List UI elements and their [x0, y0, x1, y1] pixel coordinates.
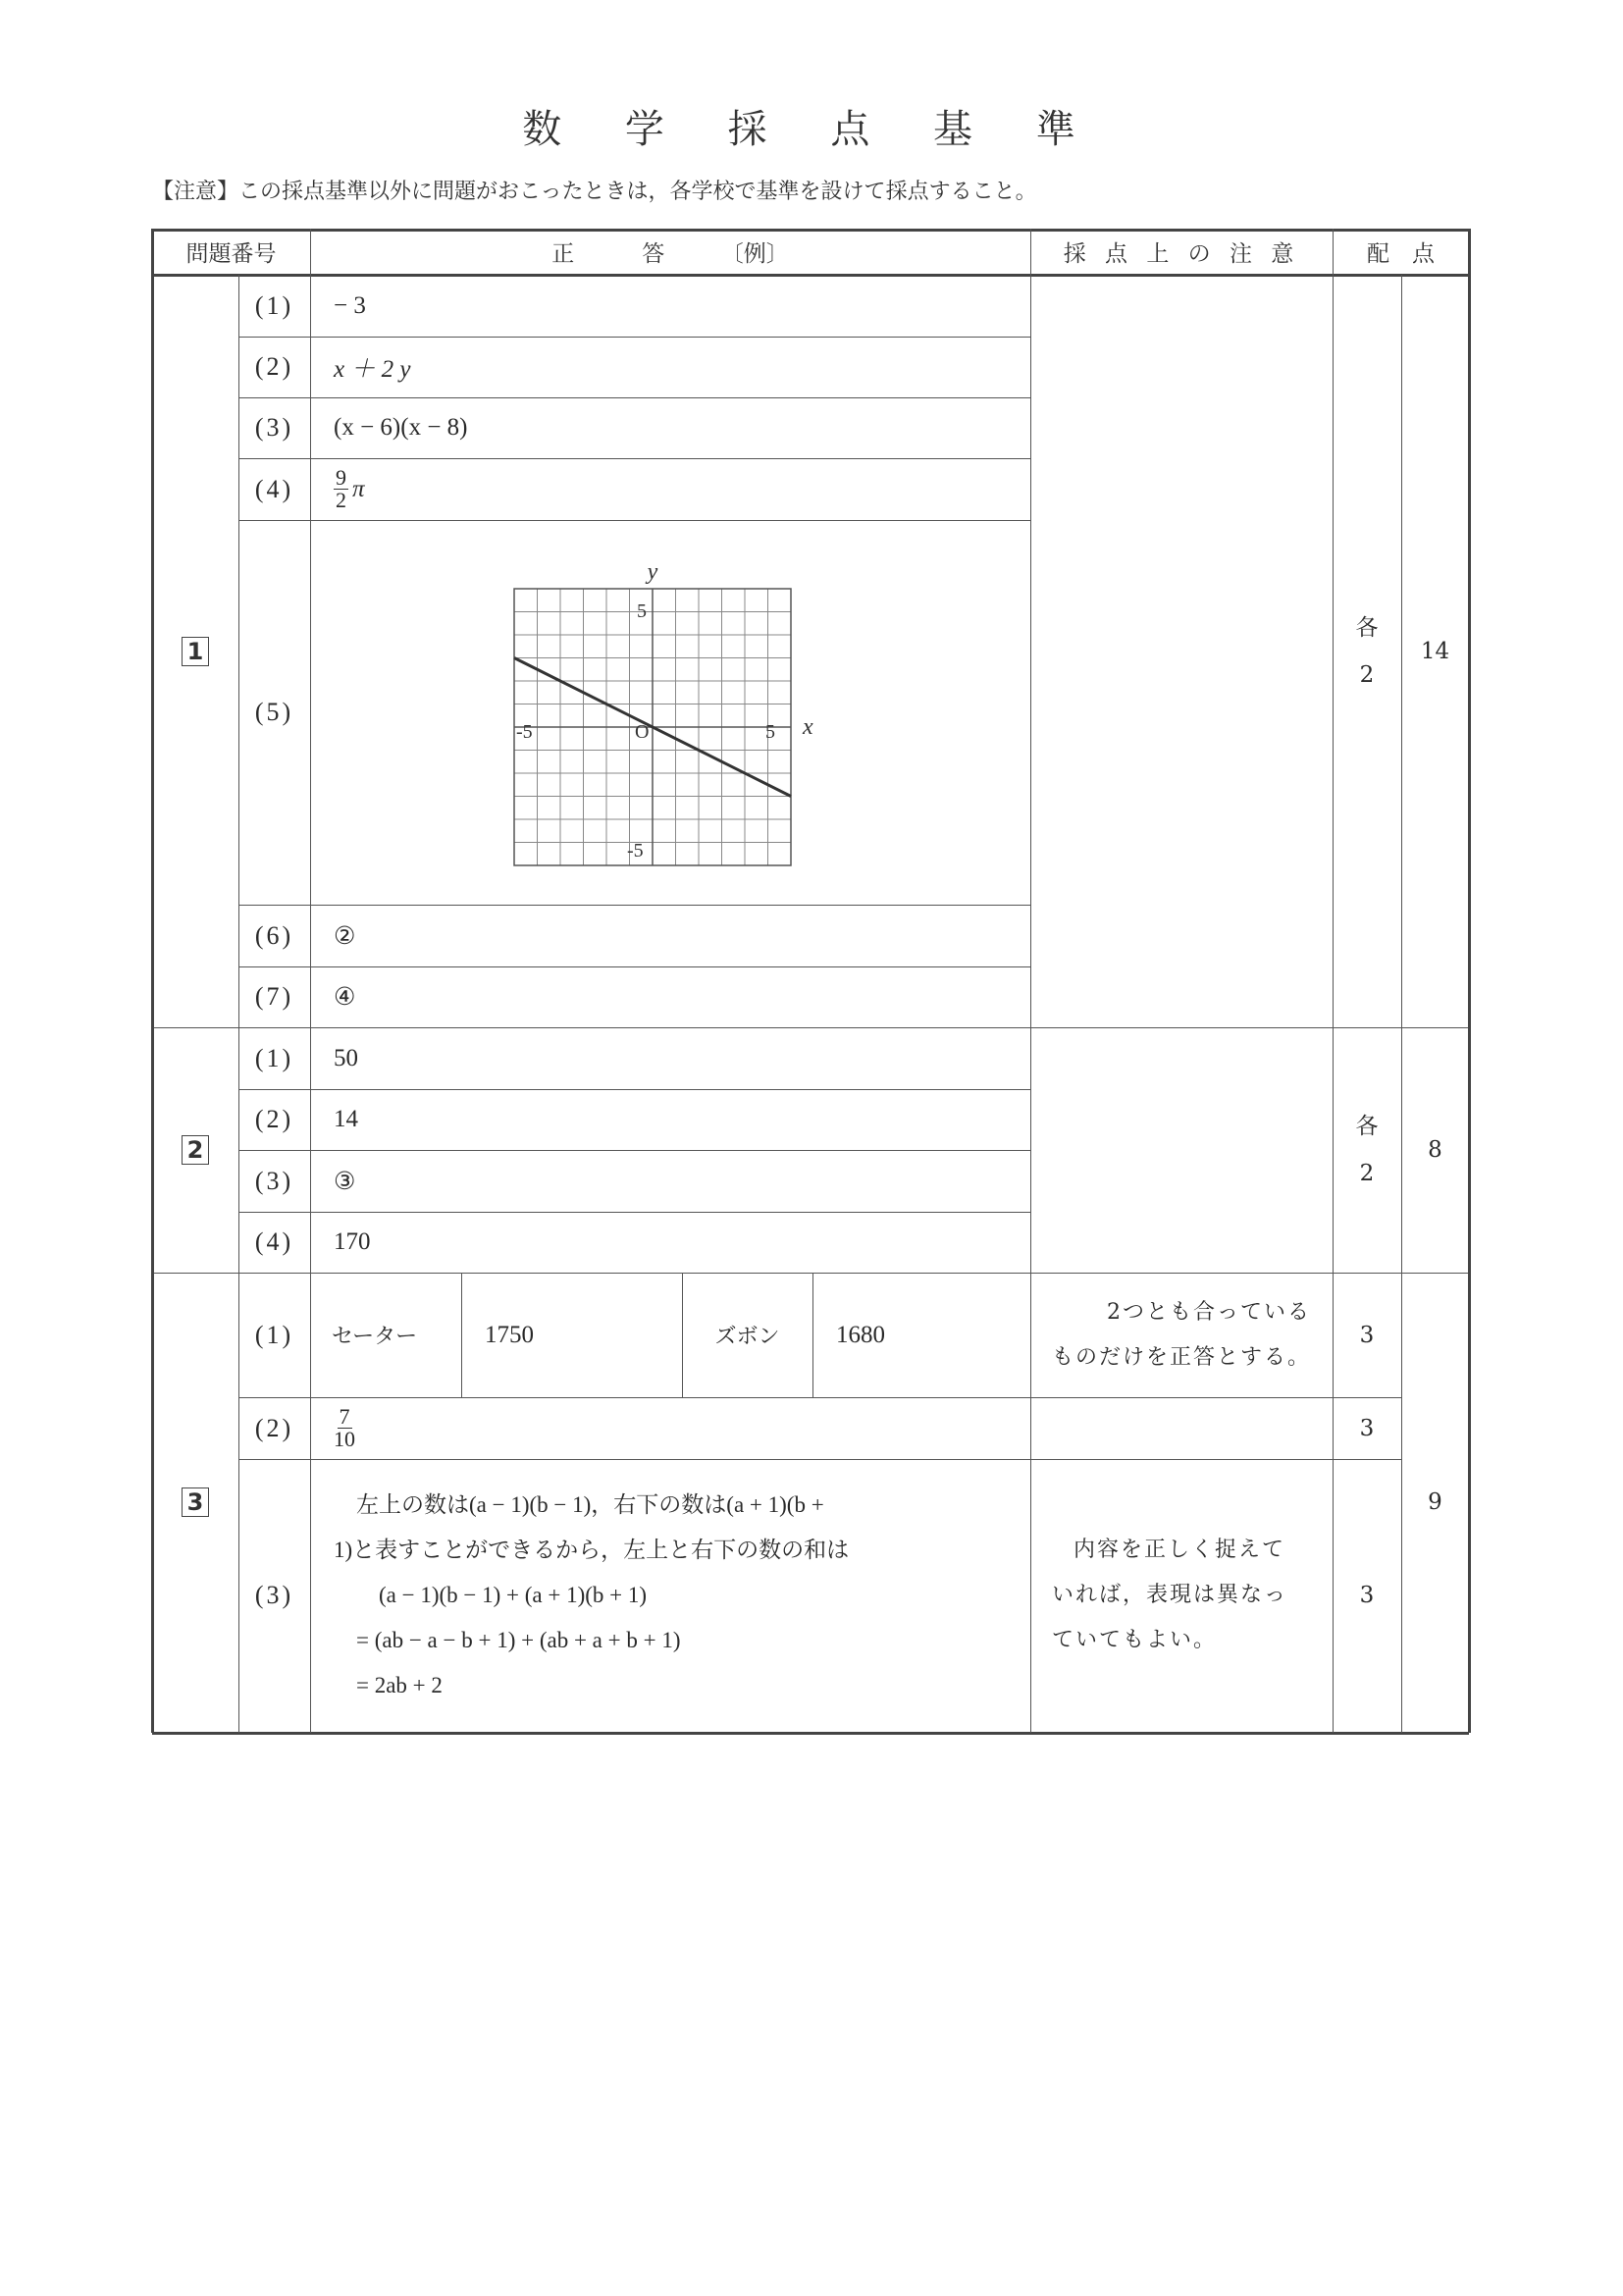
proof-cell — [310, 1459, 1030, 1732]
header-answer: 正 答 〔例〕 — [551, 241, 789, 267]
note-cell — [1030, 1459, 1333, 1732]
notice-text: 【注意】この採点基準以外に問題がおこったときは，各学校で基準を設けて採点すること。 — [152, 180, 1037, 204]
proof-line: 左上の数は(a − 1)(b − 1)，右下の数は(a + 1)(b + — [334, 1492, 824, 1517]
proof-line: = 2ab + 2 — [334, 1673, 443, 1697]
answer-cell: 170 — [334, 1228, 371, 1255]
fraction-numerator: 7 — [339, 1404, 350, 1429]
sub-number: (4) — [254, 474, 294, 503]
answer-cell: 50 — [334, 1044, 358, 1071]
question-number-3 — [152, 1273, 238, 1732]
total-points: 8 — [1428, 1137, 1442, 1163]
proof-line: = (ab − a − b + 1) + (ab + a + b + 1) — [334, 1628, 681, 1652]
note-line: ものだけを正答とする。 — [1051, 1344, 1311, 1370]
each-label: 各 — [1355, 614, 1379, 641]
sub-number: (3) — [254, 413, 294, 442]
sub-number: (6) — [254, 920, 294, 950]
question-number-2 — [152, 1027, 238, 1273]
svg-text:y: y — [647, 559, 658, 585]
svg-text:5: 5 — [765, 721, 775, 743]
proof-line: (a − 1)(b − 1) + (a + 1)(b + 1) — [334, 1583, 648, 1607]
answer-cell — [310, 1397, 1030, 1459]
question-number-1 — [152, 275, 238, 1027]
value-pants: 1680 — [836, 1321, 885, 1348]
label-sweater: セーター — [332, 1325, 418, 1349]
header-notes: 採 点 上 の 注 意 — [1063, 241, 1300, 267]
sub-number: (7) — [254, 982, 294, 1011]
proof-text — [334, 1483, 849, 1708]
fraction-denominator: 2 — [336, 488, 346, 512]
answer-cell — [310, 458, 1030, 520]
table-border-bottom — [152, 1732, 1469, 1735]
question-box-1: 1 — [182, 637, 209, 666]
proof-line: 1)と表すことができるから，左上と右下の数の和は — [334, 1538, 850, 1562]
header-number: 問題番号 — [185, 241, 277, 267]
sub-number: (2) — [254, 1105, 294, 1133]
question-box-3: 3 — [182, 1487, 209, 1517]
note-cell — [1030, 1273, 1333, 1397]
sub-number: (1) — [254, 1320, 294, 1349]
total-points: 9 — [1428, 1489, 1442, 1515]
svg-text:-5: -5 — [627, 840, 644, 861]
each-points — [1333, 275, 1401, 1027]
note-line: いれば，表現は異なっ — [1052, 1583, 1288, 1607]
sub-number: (1) — [254, 290, 294, 320]
answer-cell: ④ — [334, 984, 356, 1011]
answer-cell: x ＋ 2 y — [334, 356, 411, 383]
svg-text:5: 5 — [637, 600, 647, 622]
fraction-numerator: 9 — [336, 465, 346, 490]
label-pants: ズボン — [714, 1325, 780, 1349]
answer-cell: ③ — [334, 1168, 356, 1195]
answer-cell: (x − 6)(x − 8) — [334, 414, 468, 441]
fraction — [334, 467, 348, 511]
sub-number: (1) — [254, 1043, 294, 1072]
page-title: 数 学 採 点 基 準 — [522, 107, 1101, 152]
sub-number: (3) — [254, 1581, 294, 1609]
svg-text:-5: -5 — [516, 721, 533, 743]
sub-number: (3) — [254, 1166, 294, 1195]
each-points-value: 2 — [1359, 1161, 1375, 1186]
header-points: 配 点 — [1367, 241, 1435, 267]
sub-number: (2) — [254, 1413, 294, 1442]
note-line: 内容を正しく捉えて — [1073, 1538, 1286, 1562]
graph-cell — [310, 520, 1030, 905]
total-points: 14 — [1420, 638, 1450, 664]
line-graph — [310, 520, 1030, 905]
question-box-2: 2 — [182, 1135, 209, 1165]
sub-number: (5) — [254, 698, 294, 726]
svg-text:x: x — [803, 714, 813, 740]
svg-text:O: O — [635, 721, 650, 743]
pi-symbol: π — [352, 475, 365, 502]
answer-cell: 14 — [334, 1106, 358, 1132]
points-cell: 3 — [1359, 1415, 1375, 1441]
each-points-value: 2 — [1359, 661, 1375, 688]
points-cell: 3 — [1359, 1583, 1375, 1608]
each-points — [1333, 1027, 1401, 1273]
sub-number: (2) — [254, 352, 294, 381]
fraction-denominator: 10 — [334, 1427, 355, 1451]
sub-number: (4) — [254, 1227, 294, 1256]
each-label: 各 — [1355, 1114, 1379, 1139]
fraction — [334, 1406, 355, 1450]
answer-cell: − 3 — [334, 291, 366, 319]
note-line: ていてもよい。 — [1052, 1628, 1218, 1652]
value-sweater: 1750 — [485, 1321, 534, 1348]
answer-cell: ② — [334, 922, 356, 950]
points-cell: 3 — [1359, 1322, 1375, 1348]
note-line: 2つとも合っている — [1107, 1299, 1311, 1325]
